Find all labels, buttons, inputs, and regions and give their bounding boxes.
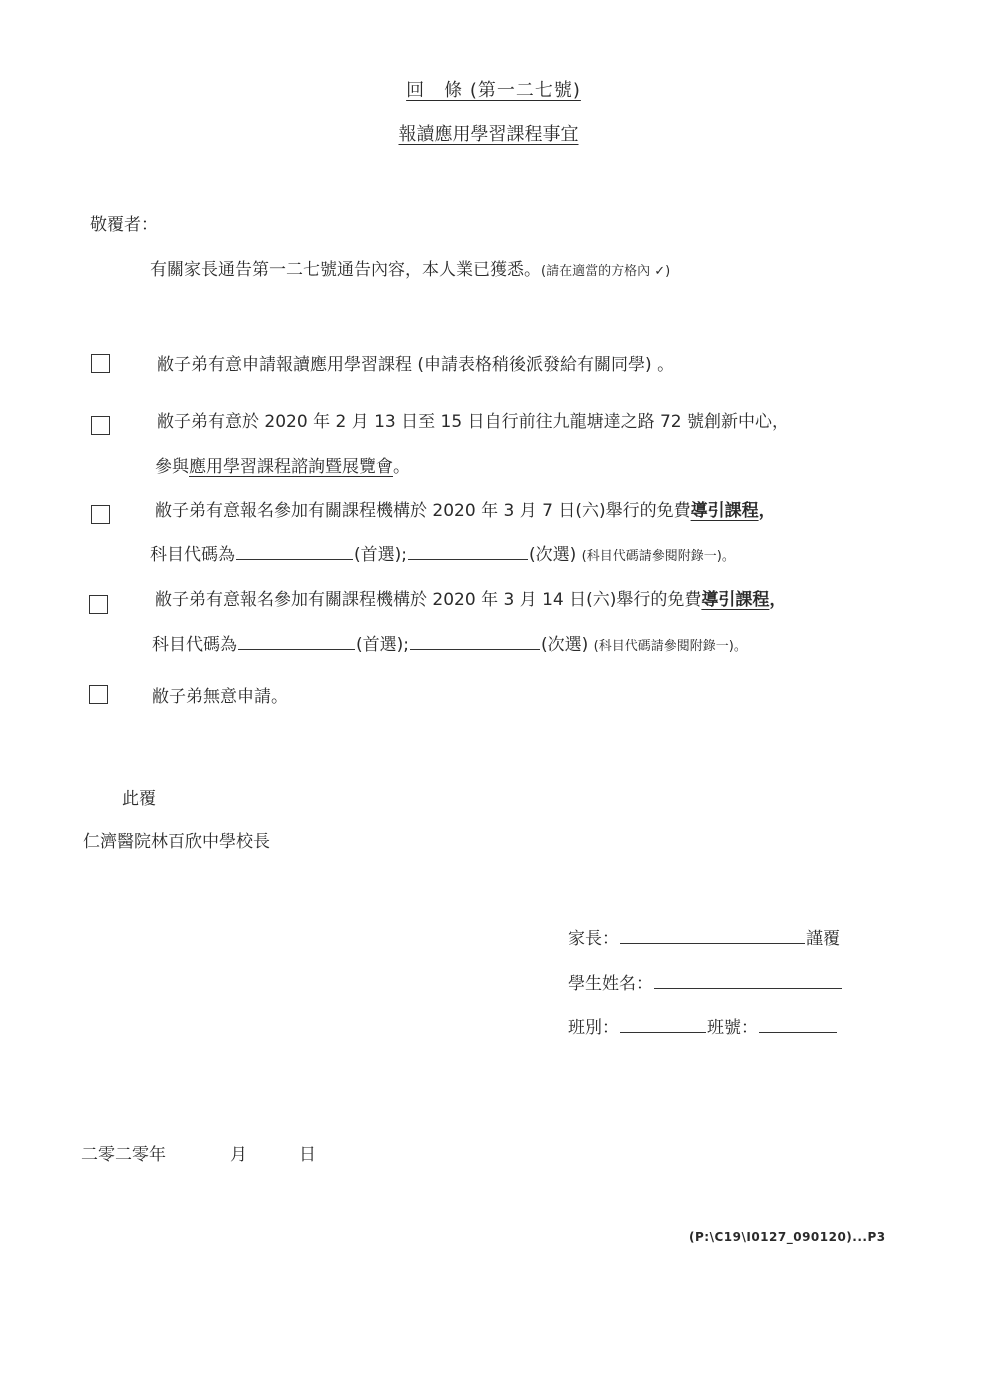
- checkbox-option-expo[interactable]: [91, 416, 110, 435]
- option-expo-line1: 敝子弟有意於 2020 年 2 月 13 日至 15 日自行前往九龍塘達之路 72 號創新中心，: [157, 412, 790, 432]
- closing-recipient: 仁濟醫院林百欣中學校長: [83, 832, 270, 852]
- class-no-label: 班號：: [707, 1018, 758, 1038]
- code-label: 科目代碼為: [150, 545, 235, 565]
- reply-slip-title: 回 條 (第一二七號): [406, 80, 581, 101]
- option-mar7-suffix: ，: [758, 501, 776, 521]
- expo-name: 應用學習課程諮詢暨展覽會: [189, 457, 393, 477]
- first-choice-code-field[interactable]: [236, 543, 353, 560]
- intro-paragraph: [150, 255, 670, 280]
- student-name-label: 學生姓名：: [568, 974, 653, 994]
- first-choice-label: (首選);: [356, 635, 409, 655]
- student-name-row: [568, 969, 843, 994]
- second-choice-code-field[interactable]: [408, 543, 528, 560]
- option-intro-course-mar7-line1: [155, 496, 776, 521]
- second-choice-code-field[interactable]: [410, 633, 540, 650]
- option-mar7-prefix: 敝子弟有意報名參加有關課程機構於 2020 年 3 月 7 日(六)舉行的免費: [155, 501, 691, 521]
- closing-ci-fu: 此覆: [122, 789, 156, 809]
- option-expo-suffix: 。: [393, 457, 410, 477]
- option-expo-line2: [155, 452, 410, 477]
- date-year: 二零二零年: [81, 1145, 166, 1165]
- salutation: 敬覆者：: [90, 215, 158, 235]
- parent-suffix: 謹覆: [806, 929, 840, 949]
- option-expo-prefix: 參與: [155, 457, 189, 477]
- file-reference: (P:\C19\I0127_090120)...P3: [689, 1230, 886, 1244]
- date-month: 月: [230, 1145, 247, 1165]
- first-choice-label: (首選);: [354, 545, 407, 565]
- option-intro-course-mar7-codes: [150, 540, 735, 565]
- option-apply-course-text: 敝子弟有意申請報讀應用學習課程 (申請表格稍後派發給有關同學) 。: [157, 355, 675, 375]
- option-intro-course-mar14-line1: [155, 585, 786, 610]
- parent-label: 家長：: [568, 929, 619, 949]
- checkbox-option-decline[interactable]: [89, 685, 108, 704]
- date-day: 日: [299, 1145, 316, 1165]
- class-row: [568, 1013, 838, 1038]
- option-mar14-prefix: 敝子弟有意報名參加有關課程機構於 2020 年 3 月 14 日(六)舉行的免費: [155, 590, 702, 610]
- option-mar14-suffix: ，: [769, 590, 787, 610]
- parent-signature-field[interactable]: [620, 927, 805, 944]
- checkbox-option-intro-course-mar7[interactable]: [91, 505, 110, 524]
- reply-slip-subtitle: 報讀應用學習課程事宜: [398, 124, 579, 145]
- intro-course-emph-mar14: 導引課程: [701, 590, 770, 610]
- option-decline-text: 敝子弟無意申請。: [152, 687, 288, 707]
- parent-signature-row: [568, 924, 840, 949]
- first-choice-code-field[interactable]: [238, 633, 355, 650]
- checkbox-option-intro-course-mar14[interactable]: [89, 595, 108, 614]
- option-intro-course-mar14-codes: [152, 630, 747, 655]
- intro-course-emph-mar7: 導引課程: [690, 501, 759, 521]
- class-field[interactable]: [620, 1016, 706, 1033]
- checkbox-option-apply-course[interactable]: [91, 354, 110, 373]
- intro-text: 有關家長通告第一二七號通告內容，本人業已獲悉。: [150, 260, 541, 280]
- intro-note: (請在適當的方格內 ✓): [541, 264, 671, 279]
- class-no-field[interactable]: [759, 1016, 837, 1033]
- code-note: (科目代碼請參閱附錄一)。: [593, 639, 747, 654]
- code-note: (科目代碼請參閱附錄一)。: [581, 549, 735, 564]
- student-name-field[interactable]: [654, 972, 842, 989]
- class-label: 班別：: [568, 1018, 619, 1038]
- second-choice-label: (次選): [541, 635, 589, 655]
- code-label: 科目代碼為: [152, 635, 237, 655]
- second-choice-label: (次選): [529, 545, 577, 565]
